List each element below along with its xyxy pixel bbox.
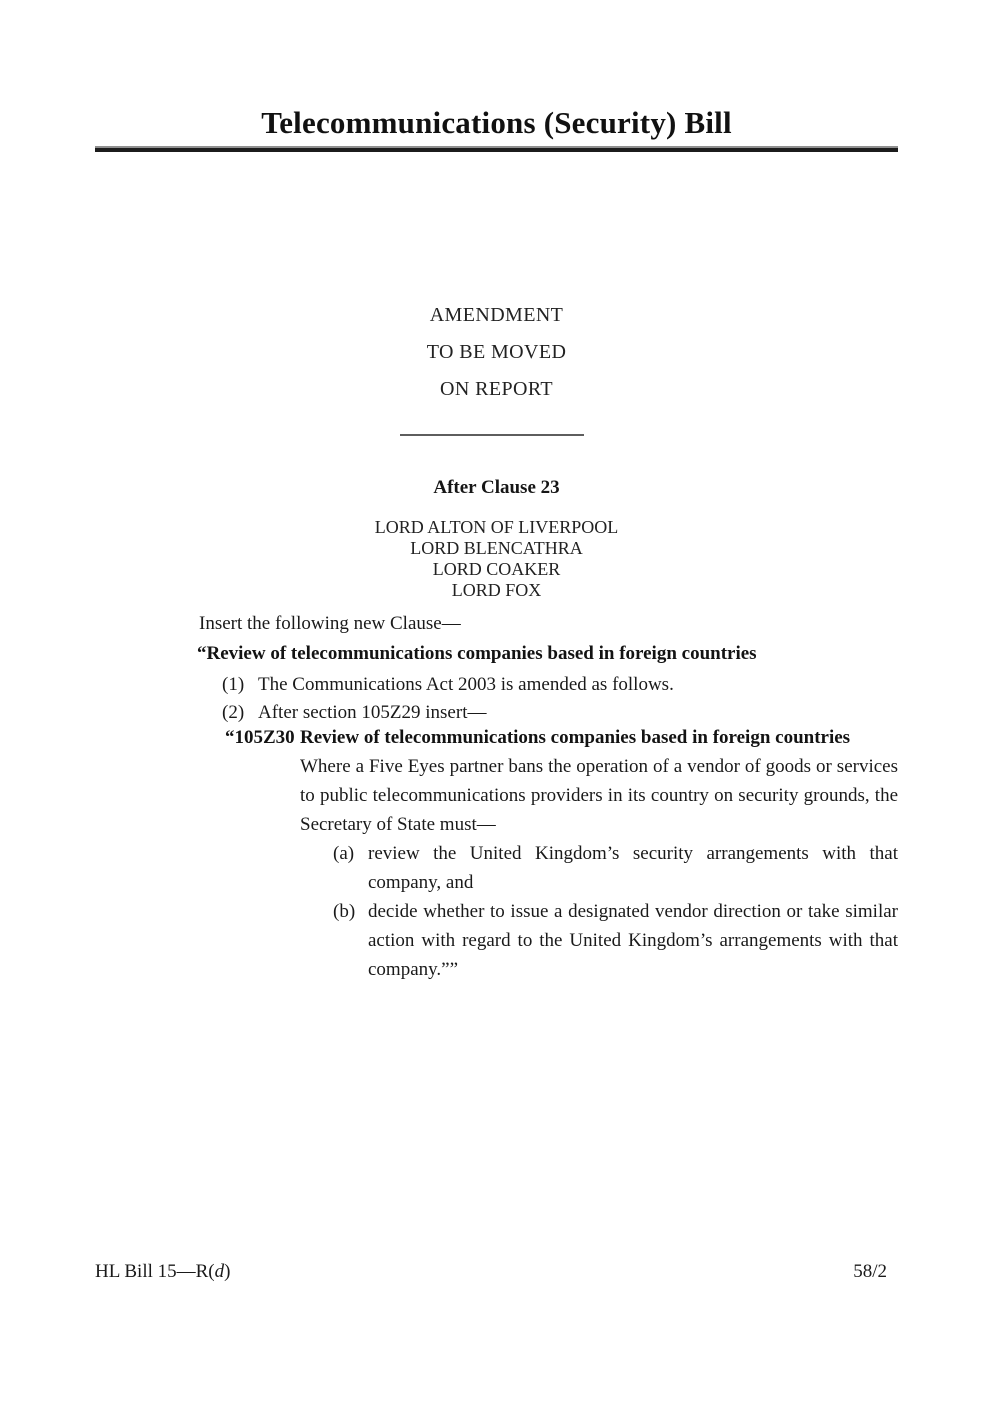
sponsor-name: LORD FOX	[451, 580, 542, 600]
page-title: Telecommunications (Security) Bill	[261, 105, 732, 140]
inserted-section-number: “105Z30	[225, 727, 295, 748]
paragraph-b	[333, 897, 898, 984]
subsection-2-number: (2)	[222, 702, 245, 723]
paragraph-a-label: (a)	[333, 843, 355, 864]
bill-reference-prefix: HL Bill 15—R(	[95, 1261, 215, 1282]
subsection-2-text: After section 105Z29 insert—	[258, 702, 487, 723]
paragraph-b-label: (b)	[333, 901, 356, 922]
bill-reference-suffix: )	[224, 1261, 231, 1282]
subsection-1	[222, 670, 674, 699]
sponsor-name: LORD COAKER	[432, 559, 561, 579]
sponsor-name: LORD ALTON OF LIVERPOOL	[374, 517, 619, 537]
amendment-heading-line2: TO BE MOVED	[426, 341, 567, 363]
page-footer	[95, 1259, 898, 1284]
amendment-number: 58/2	[853, 1261, 887, 1282]
bill-reference-italic: d	[214, 1261, 225, 1282]
inserted-section-body: Where a Five Eyes partner bans the operation of a vendor of goods or services to public telecommunications providers in its country on security grounds, the Secretary of State must—	[300, 756, 898, 835]
paragraph-a-text: review the United Kingdom’s security arrangements with that company, and	[368, 843, 898, 893]
subsection-1-text: The Communications Act 2003 is amended as follows.	[258, 674, 674, 695]
amendment-heading-line3: ON REPORT	[440, 378, 553, 400]
new-clause-heading: “Review of telecommunications companies based in foreign countries	[197, 643, 757, 664]
amendment-heading-line1: AMENDMENT	[429, 304, 564, 326]
clause-reference: After Clause 23	[433, 477, 560, 498]
amendment-instruction: Insert the following new Clause—	[199, 613, 461, 634]
page-content	[95, 0, 898, 1401]
title-double-rule	[95, 146, 898, 152]
paragraph-a	[333, 839, 898, 897]
sponsor-name: LORD BLENCATHRA	[410, 538, 583, 558]
amendment-heading	[95, 297, 898, 408]
section-divider-rule	[400, 434, 584, 436]
bill-reference	[95, 1259, 230, 1284]
paragraph-b-text: decide whether to issue a designated vendor direction or take similar action with regard to the United Kingdom’s arrangements with that company.””	[368, 901, 898, 980]
sponsor-list	[95, 517, 898, 601]
inserted-section-105Z30	[95, 723, 898, 984]
subsection-1-number: (1)	[222, 674, 245, 695]
inserted-section-title: Review of telecommunications companies based in foreign countries	[300, 727, 851, 748]
